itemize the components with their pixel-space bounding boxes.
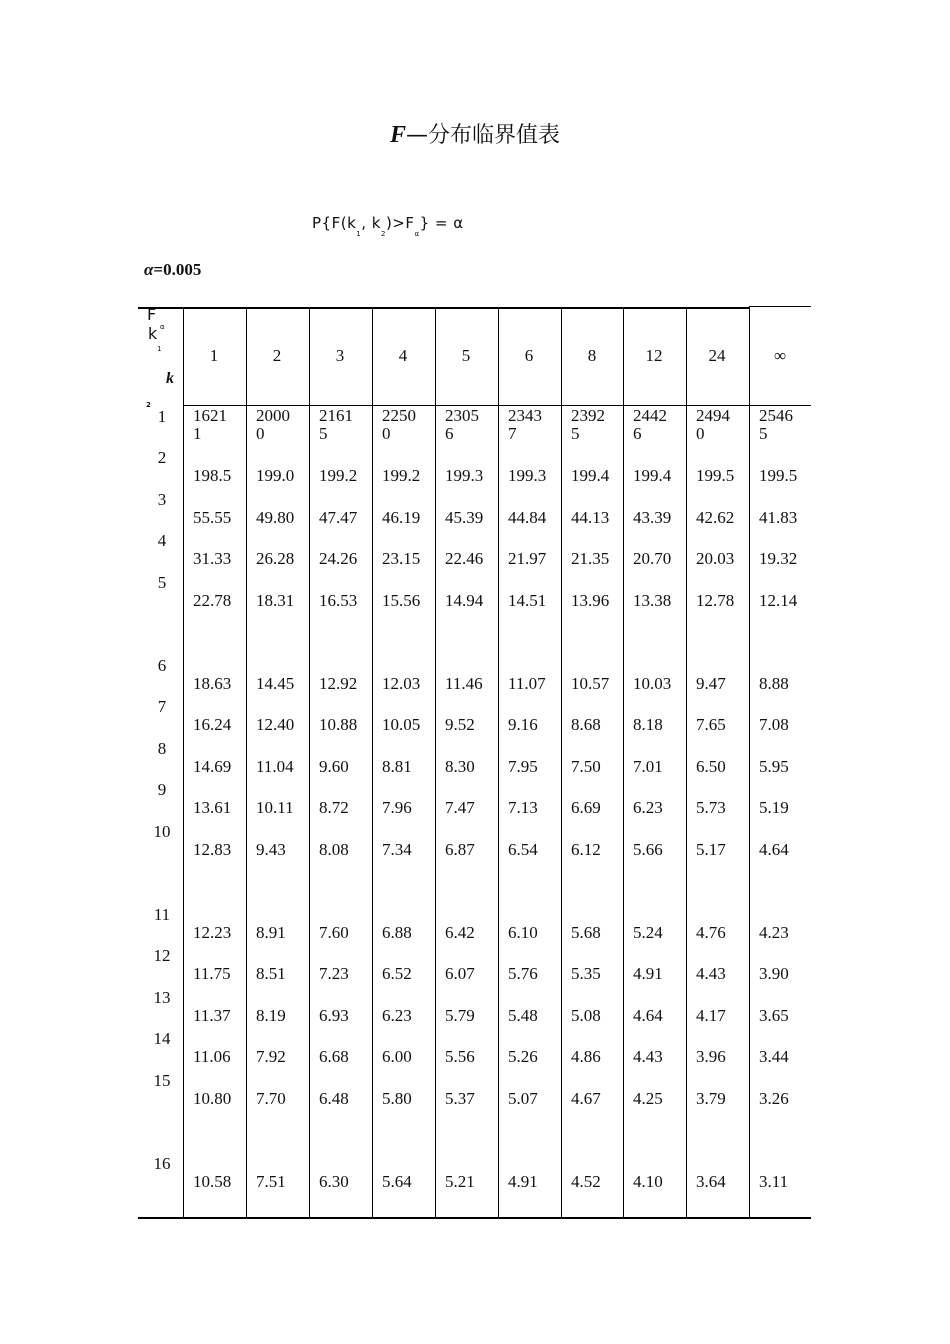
table-cell: 4.67 (571, 1089, 601, 1108)
table-cell: 4.64 (759, 840, 789, 859)
table-cell: 4.43 (696, 964, 726, 983)
row-label-k2: 13 (153, 988, 171, 1007)
table-cell: 7.96 (382, 798, 412, 817)
table-cell: 9.60 (319, 757, 349, 776)
title-text: —分布临界值表 (406, 123, 561, 148)
table-cell: 9.16 (508, 715, 538, 734)
table-cell: 6.52 (382, 964, 412, 983)
table-cell: 20.03 (696, 549, 735, 568)
table-cell: 6.23 (382, 1006, 412, 1025)
row-label-k2: 12 (153, 946, 171, 965)
table-cell: 3.79 (696, 1089, 726, 1108)
table-cell: 6.30 (319, 1172, 349, 1191)
table-cell: 199.3 (508, 466, 547, 485)
table-cell: 10.11 (256, 798, 294, 817)
table-cell: 6.87 (445, 840, 475, 859)
row-label-k2: 14 (153, 1029, 171, 1048)
table-cell: 3.44 (759, 1047, 789, 1066)
table-cell: 8.30 (445, 757, 475, 776)
table-cell: 7.50 (571, 757, 601, 776)
row-label-k2: 16 (153, 1154, 171, 1173)
table-cell: 5.95 (759, 757, 789, 776)
table-cell: 15.56 (382, 591, 421, 610)
table-cell: 6.07 (445, 964, 475, 983)
table-cell: 7.65 (696, 715, 726, 734)
table-cell: 16.24 (193, 715, 232, 734)
table-cell: 13.96 (571, 591, 610, 610)
table-cell: 11.06 (193, 1047, 231, 1066)
table-cell: 10.03 (633, 674, 672, 693)
table-cell: 4.86 (571, 1047, 601, 1066)
table-cell: 4.10 (633, 1172, 663, 1191)
table-cell: 13.38 (633, 591, 672, 610)
table-cell: 7.60 (319, 923, 349, 942)
table-cell: 31.33 (193, 549, 232, 568)
column-header-k1: 3 (335, 346, 345, 365)
table-cell: 3.96 (696, 1047, 726, 1066)
table-cell: 43.39 (633, 508, 672, 527)
table-cell: 3.11 (759, 1172, 789, 1191)
column-divider (686, 307, 687, 1217)
table-cell: 8.08 (319, 840, 349, 859)
table-cell: 7.01 (633, 757, 663, 776)
table-cell: 4.25 (633, 1089, 663, 1108)
row-label-k2: 8 (157, 739, 167, 758)
row-label-k2: 9 (157, 780, 167, 799)
table-cell: 4.17 (696, 1006, 726, 1025)
row-label-k2: 15 (153, 1071, 171, 1090)
table-cell: 42.62 (696, 508, 735, 527)
table-top-rule (138, 307, 749, 309)
formula-part: )>F (385, 214, 415, 232)
table-cell: 6.48 (319, 1089, 349, 1108)
table-cell: 7.51 (256, 1172, 286, 1191)
table-cell: 3.90 (759, 964, 789, 983)
table-cell: 8.88 (759, 674, 789, 693)
row-label-k2: 4 (157, 531, 167, 550)
table-cell: 7.23 (319, 964, 349, 983)
formula-part: , k (361, 214, 381, 232)
table-cell: 13.61 (193, 798, 232, 817)
table-cell: 49.80 (256, 508, 295, 527)
table-cell: 12.03 (382, 674, 421, 693)
table-cell: 199.2 (319, 466, 358, 485)
column-header-k1: 24 (708, 346, 726, 365)
row-label-k2: 2 (157, 448, 167, 467)
table-cell: 4.91 (508, 1172, 538, 1191)
column-divider (561, 307, 562, 1217)
table-top-rule-right (749, 306, 811, 307)
table-cell: 12.83 (193, 840, 232, 859)
table-cell: 8.81 (382, 757, 412, 776)
table-cell: 6.93 (319, 1006, 349, 1025)
table-cell: 4.64 (633, 1006, 663, 1025)
table-cell: 5.35 (571, 964, 601, 983)
table-cell: 199.0 (256, 466, 295, 485)
table-cell: 14.51 (508, 591, 547, 610)
corner-sub-1: 1 (157, 345, 162, 353)
column-header-k1: 2 (272, 346, 282, 365)
table-cell: 7.08 (759, 715, 789, 734)
table-cell: 18.63 (193, 674, 232, 693)
table-cell: 3.65 (759, 1006, 789, 1025)
table-cell: 55.55 (193, 508, 232, 527)
row-label-k2: 1 (157, 407, 167, 426)
table-cell: 10.88 (319, 715, 358, 734)
table-cell: 5.68 (571, 923, 601, 942)
column-header-k1: 12 (645, 346, 663, 365)
table-cell: 26.28 (256, 549, 295, 568)
table-cell: 6.42 (445, 923, 475, 942)
table-cell: 14.69 (193, 757, 232, 776)
table-cell: 24.26 (319, 549, 358, 568)
column-header-k1: 8 (587, 346, 597, 365)
column-divider (749, 307, 750, 1217)
table-cell: 5.19 (759, 798, 789, 817)
table-cell: 2392 5 (571, 406, 605, 443)
alpha-value: =0.005 (153, 260, 202, 279)
table-cell: 7.34 (382, 840, 412, 859)
table-cell: 14.94 (445, 591, 484, 610)
table-cell: 12.92 (319, 674, 358, 693)
table-cell: 7.47 (445, 798, 475, 817)
table-bottom-rule (138, 1217, 811, 1219)
table-cell: 44.84 (508, 508, 547, 527)
corner-k2: k (166, 370, 174, 387)
row-label-k2: 10 (153, 822, 171, 841)
row-label-k2: 5 (157, 573, 167, 592)
table-cell: 6.88 (382, 923, 412, 942)
table-cell: 12.14 (759, 591, 798, 610)
probability-formula (312, 214, 464, 238)
column-divider (435, 307, 436, 1217)
table-cell: 5.48 (508, 1006, 538, 1025)
formula-part: } = α (419, 214, 464, 232)
formula-part: P{F(k (312, 214, 357, 232)
table-cell: 16.53 (319, 591, 358, 610)
table-cell: 5.08 (571, 1006, 601, 1025)
table-cell: 8.18 (633, 715, 663, 734)
table-cell: 5.21 (445, 1172, 475, 1191)
column-header-k1: 4 (398, 346, 408, 365)
table-cell: 2250 0 (382, 406, 416, 443)
table-cell: 198.5 (193, 466, 232, 485)
table-cell: 5.37 (445, 1089, 475, 1108)
table-cell: 22.46 (445, 549, 484, 568)
table-cell: 2494 0 (696, 406, 730, 443)
table-cell: 6.68 (319, 1047, 349, 1066)
table-cell: 7.92 (256, 1047, 286, 1066)
table-cell: 199.4 (571, 466, 610, 485)
table-cell: 46.19 (382, 508, 421, 527)
table-cell: 11.46 (445, 674, 483, 693)
table-cell: 4.91 (633, 964, 663, 983)
table-cell: 8.51 (256, 964, 286, 983)
table-cell: 199.4 (633, 466, 672, 485)
table-cell: 20.70 (633, 549, 672, 568)
table-cell: 4.43 (633, 1047, 663, 1066)
table-cell: 10.58 (193, 1172, 232, 1191)
table-cell: 3.64 (696, 1172, 726, 1191)
table-cell: 7.95 (508, 757, 538, 776)
column-header-k1: 6 (524, 346, 534, 365)
table-cell: 11.75 (193, 964, 231, 983)
table-cell: 7.13 (508, 798, 538, 817)
column-divider (183, 307, 184, 1217)
column-divider (498, 307, 499, 1217)
table-cell: 12.40 (256, 715, 295, 734)
table-cell: 5.17 (696, 840, 726, 859)
table-cell: 5.73 (696, 798, 726, 817)
column-divider (623, 307, 624, 1217)
page-title (0, 118, 950, 149)
formula-sub: 2 (380, 230, 386, 238)
table-cell: 8.68 (571, 715, 601, 734)
header-bottom-rule (183, 405, 811, 406)
table-cell: 4.76 (696, 923, 726, 942)
table-cell: 2000 0 (256, 406, 290, 443)
table-cell: 6.69 (571, 798, 601, 817)
table-cell: 6.10 (508, 923, 538, 942)
table-cell: 11.04 (256, 757, 294, 776)
column-header-k1: 1 (209, 346, 219, 365)
table-cell: 9.43 (256, 840, 286, 859)
table-cell: 2442 6 (633, 406, 667, 443)
table-cell: 8.19 (256, 1006, 286, 1025)
table-cell: 12.78 (696, 591, 735, 610)
column-header-k1: 5 (461, 346, 471, 365)
alpha-level-label (144, 260, 201, 280)
table-cell: 47.47 (319, 508, 358, 527)
table-cell: 4.52 (571, 1172, 601, 1191)
row-label-k2: 6 (157, 656, 167, 675)
table-cell: 8.72 (319, 798, 349, 817)
table-cell: 10.80 (193, 1089, 232, 1108)
table-cell: 45.39 (445, 508, 484, 527)
table-cell: 44.13 (571, 508, 610, 527)
table-cell: 7.70 (256, 1089, 286, 1108)
table-cell: 6.54 (508, 840, 538, 859)
table-cell: 5.79 (445, 1006, 475, 1025)
table-cell: 5.80 (382, 1089, 412, 1108)
table-cell: 3.26 (759, 1089, 789, 1108)
corner-sub-2: 2 (146, 401, 151, 409)
table-cell: 5.66 (633, 840, 663, 859)
corner-f: F (147, 305, 157, 324)
table-cell: 5.07 (508, 1089, 538, 1108)
table-cell: 21.35 (571, 549, 610, 568)
table-cell: 2343 7 (508, 406, 542, 443)
table-cell: 199.5 (696, 466, 735, 485)
row-label-k2: 7 (157, 697, 167, 716)
table-cell: 12.23 (193, 923, 232, 942)
table-cell: 11.07 (508, 674, 546, 693)
corner-k1: k (148, 324, 158, 343)
column-divider (372, 307, 373, 1217)
corner-alpha: α (160, 323, 165, 331)
table-cell: 2161 5 (319, 406, 353, 443)
table-cell: 21.97 (508, 549, 547, 568)
table-cell: 11.37 (193, 1006, 231, 1025)
table-cell: 9.52 (445, 715, 475, 734)
column-header-k1: ∞ (773, 346, 787, 365)
table-cell: 10.57 (571, 674, 610, 693)
title-f: F (389, 122, 406, 148)
alpha-symbol: α (144, 260, 154, 279)
table-cell: 22.78 (193, 591, 232, 610)
table-cell: 5.76 (508, 964, 538, 983)
table-cell: 2305 6 (445, 406, 479, 443)
table-cell: 6.00 (382, 1047, 412, 1066)
table-cell: 18.31 (256, 591, 295, 610)
table-cell: 5.64 (382, 1172, 412, 1191)
table-cell: 2546 5 (759, 406, 793, 443)
formula-sub: 1 (356, 230, 362, 238)
table-cell: 5.26 (508, 1047, 538, 1066)
row-label-k2: 3 (157, 490, 167, 509)
table-cell: 5.56 (445, 1047, 475, 1066)
table-cell: 6.50 (696, 757, 726, 776)
table-cell: 14.45 (256, 674, 295, 693)
table-cell: 8.91 (256, 923, 286, 942)
column-divider (246, 307, 247, 1217)
table-cell: 23.15 (382, 549, 421, 568)
column-divider (309, 307, 310, 1217)
table-cell: 9.47 (696, 674, 726, 693)
table-cell: 19.32 (759, 549, 798, 568)
row-label-k2: 11 (153, 905, 171, 924)
table-cell: 199.3 (445, 466, 484, 485)
table-cell: 41.83 (759, 508, 798, 527)
table-cell: 6.23 (633, 798, 663, 817)
table-cell: 4.23 (759, 923, 789, 942)
table-cell: 5.24 (633, 923, 663, 942)
table-cell: 199.2 (382, 466, 421, 485)
table-cell: 6.12 (571, 840, 601, 859)
table-cell: 1621 1 (193, 406, 227, 443)
formula-sub: α (414, 230, 420, 238)
table-cell: 10.05 (382, 715, 421, 734)
table-cell: 199.5 (759, 466, 798, 485)
